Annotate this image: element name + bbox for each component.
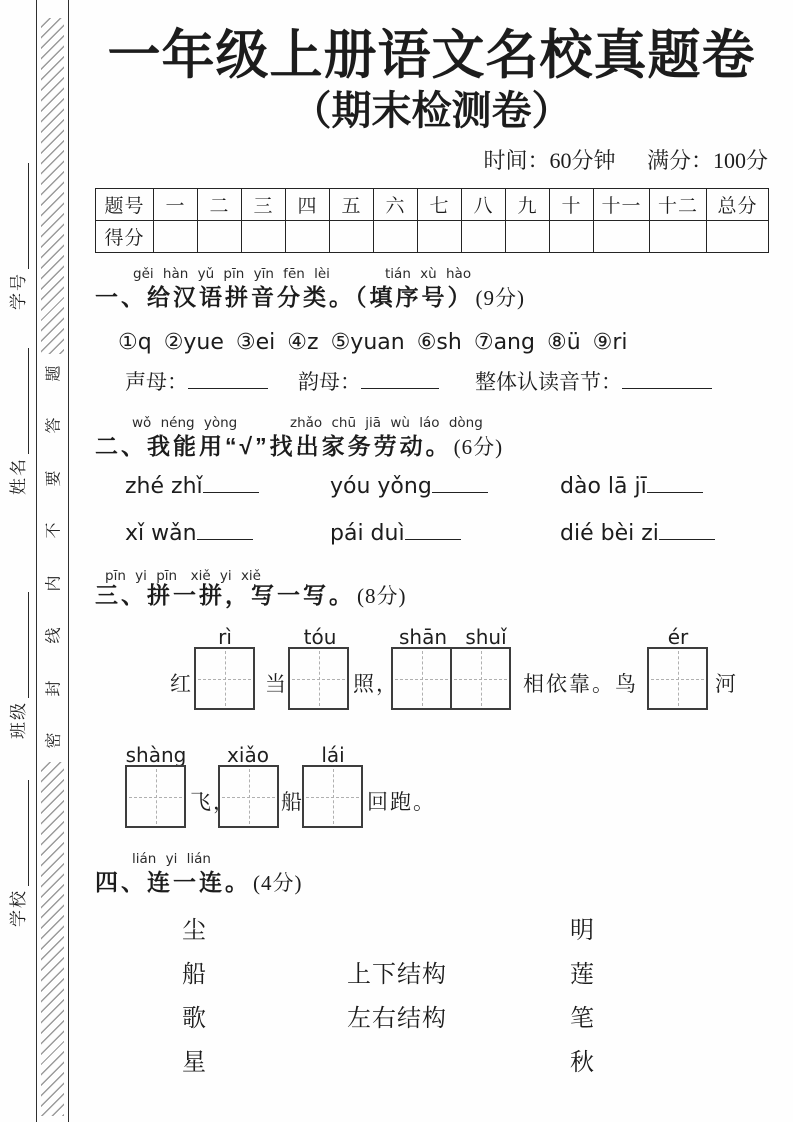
housework-item — [560, 521, 768, 551]
score-input-cell[interactable] — [594, 221, 650, 253]
seal-char: 答 — [45, 417, 63, 434]
writing-box[interactable] — [125, 765, 186, 828]
writing-box[interactable] — [288, 647, 349, 710]
score-header-cell: 三 — [242, 189, 286, 221]
section-matching — [95, 851, 768, 1078]
seal-char: 内 — [45, 575, 63, 592]
score-header-cell: 总分 — [707, 189, 769, 221]
answer-blank — [475, 366, 712, 396]
seal-line-column — [36, 0, 69, 1122]
writing-box[interactable] — [218, 765, 279, 828]
writing-box-pinyin: xiǎo — [227, 743, 269, 768]
writing-box[interactable] — [194, 647, 255, 710]
housework-item — [560, 474, 768, 504]
section-heading — [95, 580, 768, 612]
section-score: (4分) — [253, 871, 303, 896]
inline-text: 红 — [170, 672, 193, 697]
score-row-label: 得分 — [96, 221, 154, 253]
field-blank-line[interactable] — [12, 348, 29, 454]
field-blank-line[interactable] — [12, 163, 29, 269]
check-blank-line[interactable] — [659, 525, 715, 540]
score-input-cell[interactable] — [506, 221, 550, 253]
score-header-cell: 十一 — [594, 189, 650, 221]
section-heading-text: 四、连一连。 — [95, 869, 251, 896]
section-pinyin-write — [95, 564, 768, 829]
page-title: 一年级上册语文名校真题卷 — [107, 27, 756, 85]
match-right-item[interactable]: 明 — [570, 918, 594, 945]
score-input-cell[interactable] — [550, 221, 594, 253]
section-pinyin-classify — [95, 266, 768, 396]
pinyin-option: ②yue — [163, 329, 224, 355]
field-blank-line[interactable] — [12, 780, 29, 886]
pinyin-option: ⑥sh — [416, 329, 462, 355]
score-row — [96, 221, 769, 253]
answer-blank-label: 声母： — [125, 370, 188, 395]
student-field-number — [7, 160, 29, 310]
score-input-cell[interactable] — [462, 221, 506, 253]
pinyin-option: ⑨ri — [592, 329, 628, 355]
pinyin-option: ①q — [118, 329, 152, 355]
score-input-cell[interactable] — [707, 221, 769, 253]
pinyin-option: ③ei — [235, 329, 276, 355]
pinyin-hint: lián yi lián — [132, 851, 211, 868]
answer-blank-line[interactable] — [361, 372, 439, 389]
housework-item — [125, 521, 330, 551]
score-header-cell: 五 — [330, 189, 374, 221]
main-content — [95, 0, 768, 1078]
inline-text: 照， — [353, 672, 399, 697]
score-input-cell[interactable] — [286, 221, 330, 253]
score-input-cell[interactable] — [242, 221, 286, 253]
field-label: 学号 — [9, 272, 28, 310]
field-label: 学校 — [9, 889, 28, 927]
seal-char: 不 — [45, 522, 63, 539]
pinyin-hint: zhǎo chū jiā wù láo dòng — [290, 415, 483, 432]
seal-char: 封 — [45, 680, 63, 697]
seal-char: 要 — [45, 470, 63, 487]
seal-char: 题 — [45, 365, 63, 382]
score-header-cell: 题号 — [96, 189, 154, 221]
pinyin-hint: pīn yi pīn xiě yi xiě — [105, 568, 261, 585]
pinyin-options-row — [118, 327, 768, 357]
seal-text — [37, 362, 68, 752]
pinyin-option: ⑦ang — [473, 329, 535, 355]
housework-item — [330, 521, 560, 551]
pinyin-hint-line — [95, 851, 768, 867]
match-left-item[interactable]: 尘 — [182, 918, 206, 945]
score-header-cell: 六 — [374, 189, 418, 221]
housework-pinyin: dào lā jī — [560, 474, 647, 500]
score-header-cell: 七 — [418, 189, 462, 221]
housework-pinyin: zhé zhǐ — [125, 474, 203, 500]
answer-blank-label: 整体认读音节： — [475, 370, 622, 395]
score-input-cell[interactable] — [650, 221, 707, 253]
answer-blank-line[interactable] — [188, 372, 268, 389]
pinyin-hint-line — [95, 564, 768, 585]
housework-pinyin: xǐ wǎn — [125, 521, 197, 547]
section-heading-text: 一、给汉语拼音分类。（填序号） — [95, 284, 474, 311]
field-label: 班级 — [9, 701, 28, 739]
match-middle-item[interactable]: 上下结构 — [347, 962, 447, 989]
match-left-item[interactable]: 歌 — [182, 1006, 206, 1033]
score-input-cell[interactable] — [374, 221, 418, 253]
writing-box-pinyin: tóu — [303, 625, 337, 650]
page-subtitle: （期末检测卷） — [291, 87, 572, 133]
section-heading — [95, 282, 768, 314]
matching-area — [95, 910, 768, 1078]
section-heading — [95, 431, 768, 463]
check-blank-line[interactable] — [405, 525, 461, 540]
score-table — [95, 188, 769, 253]
pinyin-hint: wǒ néng yòng — [132, 415, 238, 432]
seal-char: 线 — [45, 627, 63, 644]
section-score: (8分) — [357, 584, 407, 609]
answer-blank-line[interactable] — [622, 372, 712, 389]
housework-item — [330, 474, 560, 504]
score-input-cell[interactable] — [418, 221, 462, 253]
pinyin-hint: tián xù hào — [385, 266, 472, 283]
writing-line-2 — [95, 743, 768, 829]
answer-blank — [298, 366, 439, 396]
seal-char: 密 — [45, 732, 63, 749]
writing-box[interactable] — [302, 765, 363, 828]
inline-text: 河 — [715, 672, 738, 697]
section-heading-text: 二、我能用“√”找出家务劳动。 — [95, 433, 452, 460]
match-left-item[interactable]: 船 — [182, 962, 206, 989]
answer-blank-label: 韵母： — [298, 370, 361, 395]
score-header-cell: 十 — [550, 189, 594, 221]
section-score: (6分) — [453, 435, 504, 460]
writing-box-pinyin: shuǐ — [465, 625, 507, 650]
answer-blank — [125, 366, 268, 396]
score-input-cell[interactable] — [330, 221, 374, 253]
housework-pinyin: dié bèi zi — [560, 521, 659, 547]
inline-text: 当 — [265, 672, 288, 697]
score-input-cell[interactable] — [154, 221, 198, 253]
score-header-cell: 一 — [154, 189, 198, 221]
writing-box-pinyin: ér — [667, 625, 689, 650]
score-header-cell: 八 — [462, 189, 506, 221]
score-header-cell: 四 — [286, 189, 330, 221]
inline-text: 飞， — [190, 790, 236, 815]
housework-pinyin: yóu yǒng — [330, 474, 432, 500]
writing-box-pinyin: rì — [218, 625, 232, 650]
pinyin-option: ④z — [287, 329, 319, 355]
pinyin-option: ⑤yuan — [330, 329, 405, 355]
section-find-housework — [95, 415, 768, 551]
student-field-class — [7, 589, 29, 739]
answer-blanks-row — [125, 369, 768, 396]
pinyin-hint: gěi hàn yǔ pīn yīn fēn lèi — [133, 266, 330, 283]
field-label: 姓名 — [9, 457, 28, 495]
score-header-cell: 九 — [506, 189, 550, 221]
writing-box-pinyin: shàng — [125, 743, 187, 768]
inline-text: 相依靠。鸟 — [523, 672, 638, 697]
match-left-item[interactable]: 星 — [182, 1050, 206, 1077]
housework-item — [125, 474, 330, 504]
inline-text: 船 — [281, 790, 304, 815]
field-blank-line[interactable] — [12, 592, 29, 698]
match-middle-item[interactable]: 左右结构 — [347, 1006, 447, 1033]
pinyin-hint-line — [95, 415, 768, 431]
housework-pinyin: pái duì — [330, 521, 405, 547]
inline-text: 回跑。 — [367, 790, 436, 815]
housework-items — [125, 474, 768, 551]
writing-line-1 — [95, 625, 768, 711]
check-blank-line[interactable] — [647, 478, 703, 493]
writing-box[interactable] — [450, 647, 511, 710]
score-input-cell[interactable] — [198, 221, 242, 253]
writing-box[interactable] — [647, 647, 708, 710]
check-blank-line[interactable] — [203, 478, 259, 493]
check-blank-line[interactable] — [197, 525, 253, 540]
section-heading-text: 三、拼一拼，写一写。 — [95, 582, 355, 609]
match-right-item[interactable]: 笔 — [570, 1006, 594, 1033]
score-header-cell: 十二 — [650, 189, 707, 221]
section-score: (9分) — [475, 286, 525, 311]
writing-box-pinyin: shān — [398, 625, 448, 650]
section-heading — [95, 867, 768, 899]
exam-info-line — [95, 147, 768, 175]
student-field-school — [7, 777, 29, 927]
pinyin-option: ⑧ü — [546, 329, 581, 355]
score-header-cell: 二 — [198, 189, 242, 221]
hatch-pattern-top — [41, 18, 64, 354]
pinyin-hint-line — [95, 266, 768, 282]
writing-box[interactable] — [391, 647, 452, 710]
match-right-item[interactable]: 莲 — [570, 962, 594, 989]
score-table-header-row — [96, 189, 769, 221]
match-right-item[interactable]: 秋 — [570, 1050, 594, 1077]
fullscore-label: 满分：100分 — [646, 147, 768, 173]
check-blank-line[interactable] — [432, 478, 488, 493]
student-field-name — [7, 345, 29, 495]
time-label: 时间：60分钟 — [483, 147, 616, 173]
writing-box-pinyin: lái — [321, 743, 345, 768]
hatch-pattern-bottom — [41, 762, 64, 1116]
